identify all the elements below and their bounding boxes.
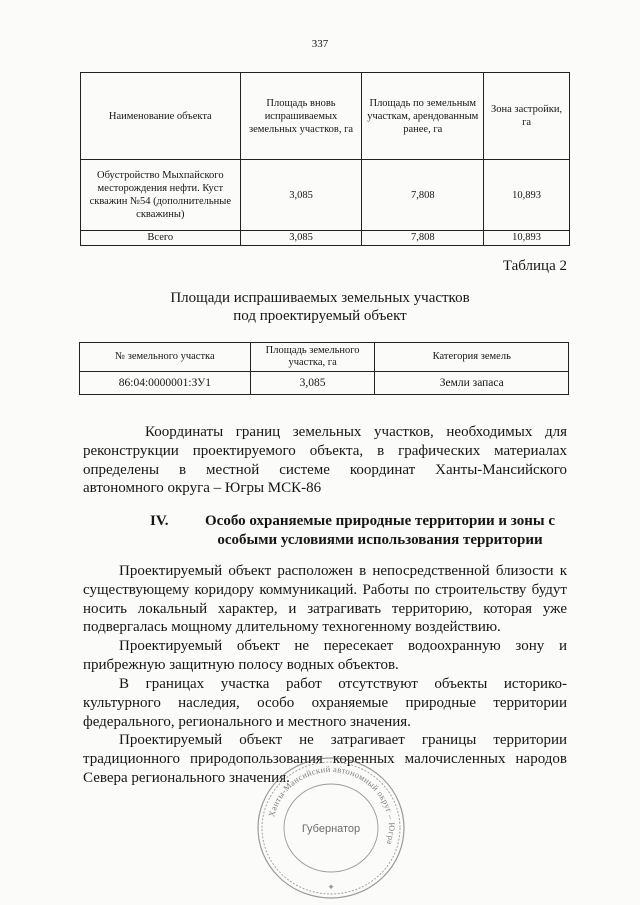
seal-ring-text: Ханты-Мансийский автономный округ – Югра (266, 763, 398, 846)
table-cell: 10,893 (484, 160, 570, 231)
table-header-row (80, 343, 569, 372)
body-paragraph: В границах участка работ отсутствуют объекты историко-культурного наследия, особо охраняемые природные территории федерального, регионального и местного значения. (83, 676, 567, 730)
table-cell: 10,893 (484, 231, 570, 246)
table-cell: Обустройство Мыхпайского месторождения нефти. Куст скважин №54 (дополнительные скважины) (81, 160, 241, 231)
table-header-cell: Наименование объекта (81, 73, 241, 160)
table-header-cell: № земельного участка (80, 343, 251, 372)
table-header-cell: Площадь по земельным участкам, арендованным ранее, га (362, 73, 484, 160)
body-paragraph: Проектируемый объект расположен в непосредственной близости к существующему коридору коммуникаций. Работы по строительству будут носить локальный характер, и затрагивать территорию, которая уже подвергалась мощному длительному техногенному воздействию. (83, 563, 567, 636)
page-number: 337 (311, 38, 329, 50)
table2-title-line: под проектируемый объект (233, 308, 407, 324)
table2-title-line: Площади испрашиваемых земельных участков (170, 290, 470, 306)
table-cell: Земли запаса (375, 372, 569, 395)
land-plot-table (79, 342, 569, 395)
table-cell: 3,085 (240, 231, 362, 246)
table-header-row (81, 73, 570, 160)
table-cell: 7,808 (362, 160, 484, 231)
body-paragraph: Проектируемый объект не затрагивает границы территории традиционного природопользования коренных малочисленных народов Севера регионального значения. (83, 732, 567, 786)
official-seal-stamp (253, 754, 409, 902)
table-row (81, 160, 570, 231)
land-area-table (80, 72, 570, 246)
table-total-row (81, 231, 570, 246)
section-number: IV. (150, 513, 169, 529)
table2-title (0, 289, 640, 325)
table-cell: 7,808 (362, 231, 484, 246)
table-header-cell: Зона застройки, га (484, 73, 570, 160)
seal-star-icon: ✦ (327, 882, 335, 892)
table-cell: 3,085 (240, 160, 362, 231)
seal-center-text: Губернатор (301, 823, 361, 835)
table-cell: Всего (81, 231, 241, 246)
table-cell: 3,085 (250, 372, 375, 395)
table-header-cell: Площадь земельного участка, га (250, 343, 375, 372)
table-row (80, 372, 569, 395)
table-header-cell: Площадь вновь испрашиваемых земельных участков, га (240, 73, 362, 160)
coordinates-paragraph: Координаты границ земельных участков, необходимых для реконструкции проектируемого объекта, в графических материалах определены в местной системе координат Ханты-Мансийского автономного округа – Югры МСК-86 (83, 424, 567, 497)
section-heading (150, 512, 570, 550)
table2-caption: Таблица 2 (502, 258, 567, 274)
section-title: Особо охраняемые природные территории и зоны с особыми условиями использования территории (205, 513, 555, 548)
body-paragraph: Проектируемый объект не пересекает водоохранную зону и прибрежную защитную полосу водных объектов. (83, 638, 567, 673)
table-cell: 86:04:0000001:ЗУ1 (80, 372, 251, 395)
table-header-cell: Категория земель (375, 343, 569, 372)
